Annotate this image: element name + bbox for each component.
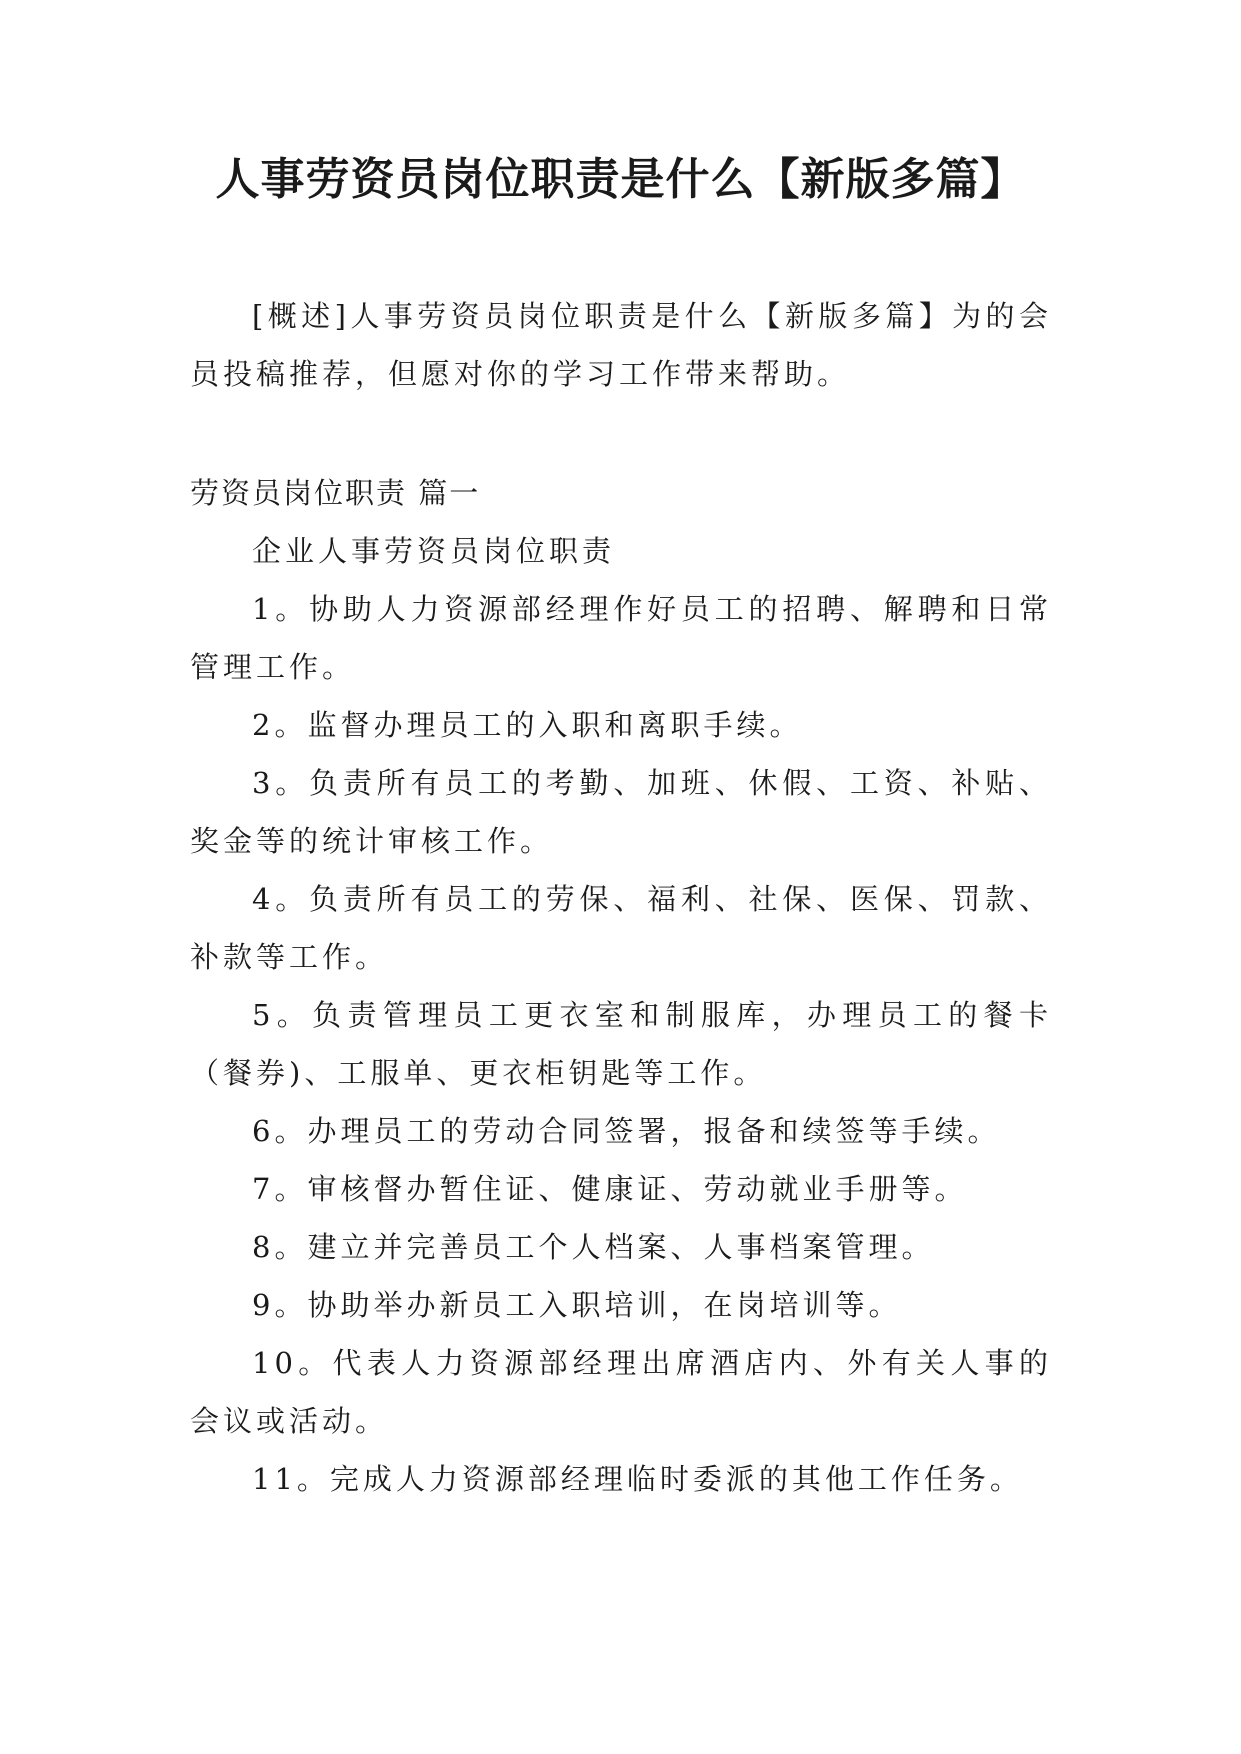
list-item: 6。办理员工的劳动合同签署，报备和续签等手续。 (252, 1114, 1001, 1148)
list-item-subtitle: 企业人事劳资员岗位职责 (252, 534, 616, 568)
duties-list (190, 522, 1052, 1508)
list-item: 5。负责管理员工更衣室和制服库，办理员工的餐卡（餐券)、工服单、更衣柜钥匙等工作。 (190, 998, 1052, 1090)
list-item: 7。审核督办暂住证、健康证、劳动就业手册等。 (252, 1172, 968, 1206)
list-item: 2。监督办理员工的入职和离职手续。 (252, 708, 803, 742)
document-title: 人事劳资员岗位职责是什么【新版多篇】 (215, 154, 1026, 205)
list-item: 11。完成人力资源部经理临时委派的其他工作任务。 (252, 1462, 1023, 1496)
summary-paragraph: [概述]人事劳资员岗位职责是什么【新版多篇】为的会员投稿推荐，但愿对你的学习工作带来帮助。 (190, 299, 1052, 391)
list-item: 10。代表人力资源部经理出席酒店内、外有关人事的会议或活动。 (190, 1346, 1052, 1438)
list-item: 3。负责所有员工的考勤、加班、休假、工资、补贴、奖金等的统计审核工作。 (190, 766, 1052, 858)
list-item: 8。建立并完善员工个人档案、人事档案管理。 (252, 1230, 935, 1264)
section-heading: 劳资员岗位职责 篇一 (190, 476, 481, 510)
list-item: 1。协助人力资源部经理作好员工的招聘、解聘和日常管理工作。 (190, 592, 1052, 684)
list-item: 4。负责所有员工的劳保、福利、社保、医保、罚款、补款等工作。 (190, 882, 1052, 974)
list-item: 9。协助举办新员工入职培训，在岗培训等。 (252, 1288, 902, 1322)
